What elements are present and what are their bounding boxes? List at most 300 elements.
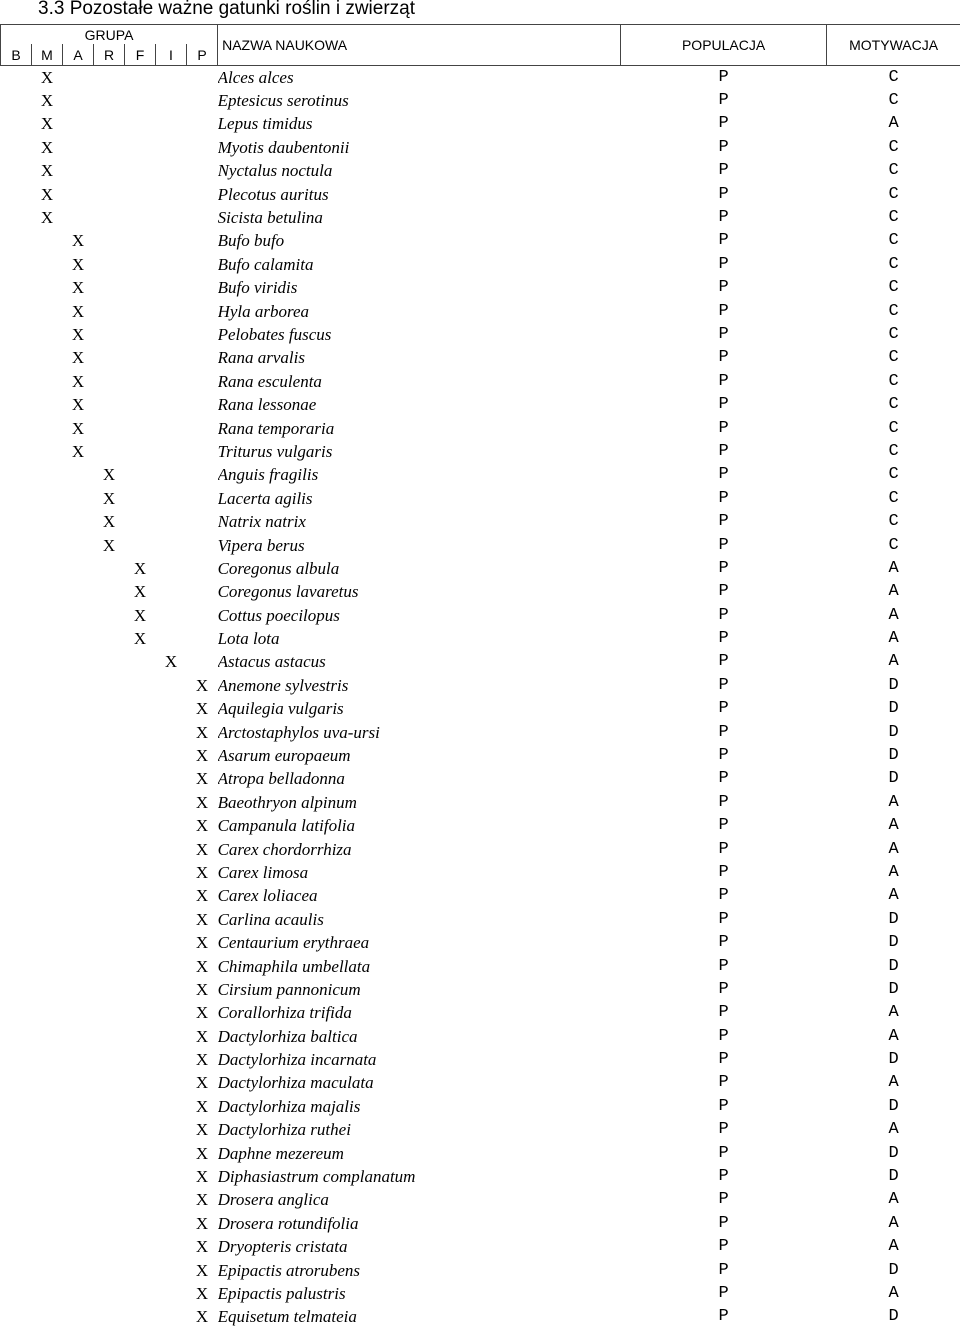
- group-cell: [156, 1236, 187, 1259]
- scientific-name: Rana temporaria: [218, 417, 621, 440]
- group-cell: [1, 183, 32, 206]
- group-cell: [63, 557, 94, 580]
- group-cell: [125, 1212, 156, 1235]
- group-cell: [187, 323, 218, 346]
- population-cell: P: [621, 1119, 827, 1142]
- motivation-cell: C: [827, 206, 960, 229]
- group-cell: [156, 277, 187, 300]
- group-cell: [94, 66, 125, 90]
- group-cell: [1, 861, 32, 884]
- group-cell: [32, 1259, 63, 1282]
- group-cell: [125, 370, 156, 393]
- group-cell: [187, 604, 218, 627]
- motivation-cell: D: [827, 978, 960, 1001]
- group-cell: X: [187, 1165, 218, 1188]
- group-cell: [1, 347, 32, 370]
- group-cell: [156, 978, 187, 1001]
- group-cell: [156, 674, 187, 697]
- group-cell: [1, 1002, 32, 1025]
- group-cell: [1, 370, 32, 393]
- group-cell: [94, 1306, 125, 1329]
- population-cell: P: [621, 534, 827, 557]
- table-row: [1, 1095, 960, 1118]
- group-cell: X: [187, 1189, 218, 1212]
- group-cell: [94, 721, 125, 744]
- group-cell: [187, 487, 218, 510]
- table-row: [1, 627, 960, 650]
- group-cell: [1, 604, 32, 627]
- population-cell: P: [621, 581, 827, 604]
- scientific-name: Hyla arborea: [218, 300, 621, 323]
- group-cell: [125, 1259, 156, 1282]
- group-cell: [125, 464, 156, 487]
- group-cell: [1, 1119, 32, 1142]
- group-cell: [63, 1048, 94, 1071]
- motivation-cell: A: [827, 557, 960, 580]
- group-cell: [94, 791, 125, 814]
- group-cell: [94, 347, 125, 370]
- motivation-cell: A: [827, 651, 960, 674]
- motivation-cell: C: [827, 253, 960, 276]
- group-cell: [187, 393, 218, 416]
- population-cell: P: [621, 674, 827, 697]
- group-cell: [156, 1165, 187, 1188]
- group-cell: [187, 89, 218, 112]
- group-cell: [156, 183, 187, 206]
- group-cell: [32, 230, 63, 253]
- group-cell: [94, 1282, 125, 1305]
- group-cell: [32, 768, 63, 791]
- group-cell: [63, 627, 94, 650]
- group-cell: X: [187, 721, 218, 744]
- group-cell: X: [63, 347, 94, 370]
- table-row: [1, 791, 960, 814]
- scientific-name: Carex limosa: [218, 861, 621, 884]
- group-cell: [94, 768, 125, 791]
- scientific-name: Campanula latifolia: [218, 815, 621, 838]
- population-cell: P: [621, 440, 827, 463]
- group-cell: [125, 908, 156, 931]
- table-row: [1, 534, 960, 557]
- group-cell: [125, 1119, 156, 1142]
- population-cell: P: [621, 1095, 827, 1118]
- group-cell: [63, 838, 94, 861]
- motivation-cell: A: [827, 838, 960, 861]
- species-rows: [1, 66, 960, 1329]
- motivation-cell: C: [827, 370, 960, 393]
- header-group-r: R: [94, 44, 125, 66]
- group-cell: [1, 908, 32, 931]
- group-cell: X: [94, 487, 125, 510]
- group-cell: [32, 1306, 63, 1329]
- group-cell: [32, 1236, 63, 1259]
- group-cell: [94, 581, 125, 604]
- group-cell: [94, 698, 125, 721]
- header-grupa: GRUPA: [1, 25, 218, 45]
- section-title: 3.3 Pozostałe ważne gatunki roślin i zwierząt: [38, 0, 415, 20]
- motivation-cell: D: [827, 931, 960, 954]
- motivation-cell: C: [827, 230, 960, 253]
- scientific-name: Equisetum telmateia: [218, 1306, 621, 1329]
- group-cell: [156, 89, 187, 112]
- table-row: [1, 417, 960, 440]
- table-row: [1, 1259, 960, 1282]
- group-cell: [1, 323, 32, 346]
- group-cell: [125, 417, 156, 440]
- population-cell: P: [621, 908, 827, 931]
- group-cell: [125, 1025, 156, 1048]
- group-cell: X: [187, 1119, 218, 1142]
- group-cell: [156, 370, 187, 393]
- table-row: [1, 183, 960, 206]
- group-cell: [156, 1048, 187, 1071]
- group-cell: [1, 136, 32, 159]
- group-cell: [32, 464, 63, 487]
- group-cell: [1, 534, 32, 557]
- group-cell: [1, 627, 32, 650]
- scientific-name: Dactylorhiza majalis: [218, 1095, 621, 1118]
- group-cell: [1, 253, 32, 276]
- header-group-a: A: [63, 44, 94, 66]
- group-cell: [125, 230, 156, 253]
- scientific-name: Bufo calamita: [218, 253, 621, 276]
- group-cell: [63, 113, 94, 136]
- group-cell: [187, 160, 218, 183]
- scientific-name: Lacerta agilis: [218, 487, 621, 510]
- group-cell: [125, 160, 156, 183]
- table-row: [1, 323, 960, 346]
- group-cell: X: [187, 744, 218, 767]
- scientific-name: Vipera berus: [218, 534, 621, 557]
- group-cell: [1, 440, 32, 463]
- scientific-name: Anemone sylvestris: [218, 674, 621, 697]
- group-cell: [187, 651, 218, 674]
- group-cell: [63, 931, 94, 954]
- group-cell: [1, 838, 32, 861]
- scientific-name: Daphne mezereum: [218, 1142, 621, 1165]
- group-cell: [125, 1236, 156, 1259]
- group-cell: [125, 487, 156, 510]
- group-cell: [156, 604, 187, 627]
- group-cell: [125, 1306, 156, 1329]
- group-cell: [125, 721, 156, 744]
- group-cell: X: [63, 323, 94, 346]
- group-cell: [63, 1095, 94, 1118]
- group-cell: X: [187, 1259, 218, 1282]
- group-cell: [187, 534, 218, 557]
- table-row: [1, 861, 960, 884]
- motivation-cell: C: [827, 89, 960, 112]
- group-cell: X: [187, 698, 218, 721]
- group-cell: [63, 768, 94, 791]
- table-row: [1, 908, 960, 931]
- group-cell: [125, 113, 156, 136]
- group-cell: [32, 908, 63, 931]
- scientific-name: Centaurium erythraea: [218, 931, 621, 954]
- motivation-cell: A: [827, 815, 960, 838]
- group-cell: [187, 510, 218, 533]
- scientific-name: Rana arvalis: [218, 347, 621, 370]
- group-cell: [94, 744, 125, 767]
- group-cell: [156, 1142, 187, 1165]
- group-cell: [125, 838, 156, 861]
- group-cell: [63, 721, 94, 744]
- group-cell: [63, 978, 94, 1001]
- table-row: [1, 1165, 960, 1188]
- group-cell: [125, 323, 156, 346]
- motivation-cell: D: [827, 698, 960, 721]
- motivation-cell: C: [827, 487, 960, 510]
- group-cell: [1, 1212, 32, 1235]
- group-cell: [63, 1165, 94, 1188]
- population-cell: P: [621, 1048, 827, 1071]
- group-cell: X: [187, 1142, 218, 1165]
- motivation-cell: C: [827, 277, 960, 300]
- group-cell: [63, 908, 94, 931]
- motivation-cell: D: [827, 1048, 960, 1071]
- scientific-name: Cirsium pannonicum: [218, 978, 621, 1001]
- group-cell: [63, 1189, 94, 1212]
- group-cell: [125, 744, 156, 767]
- group-cell: [63, 581, 94, 604]
- group-cell: X: [187, 978, 218, 1001]
- group-cell: X: [63, 440, 94, 463]
- group-cell: [63, 1282, 94, 1305]
- group-cell: [32, 277, 63, 300]
- group-cell: [1, 464, 32, 487]
- table-row: [1, 651, 960, 674]
- header-motywacja: MOTYWACJA: [827, 25, 960, 66]
- group-cell: [32, 721, 63, 744]
- group-cell: [125, 1165, 156, 1188]
- table-row: [1, 253, 960, 276]
- group-cell: X: [156, 651, 187, 674]
- motivation-cell: A: [827, 604, 960, 627]
- group-cell: X: [187, 674, 218, 697]
- group-cell: [1, 1095, 32, 1118]
- header-group-i: I: [156, 44, 187, 66]
- scientific-name: Aquilegia vulgaris: [218, 698, 621, 721]
- group-cell: X: [187, 1236, 218, 1259]
- population-cell: P: [621, 1072, 827, 1095]
- population-cell: P: [621, 253, 827, 276]
- table-row: [1, 66, 960, 90]
- group-cell: [156, 721, 187, 744]
- scientific-name: Chimaphila umbellata: [218, 955, 621, 978]
- group-cell: [94, 183, 125, 206]
- population-cell: P: [621, 487, 827, 510]
- group-cell: [94, 300, 125, 323]
- motivation-cell: D: [827, 1259, 960, 1282]
- motivation-cell: C: [827, 160, 960, 183]
- group-cell: [156, 66, 187, 90]
- table-row: [1, 300, 960, 323]
- group-cell: [94, 604, 125, 627]
- scientific-name: Drosera rotundifolia: [218, 1212, 621, 1235]
- group-cell: [94, 253, 125, 276]
- scientific-name: Rana esculenta: [218, 370, 621, 393]
- group-cell: [125, 1282, 156, 1305]
- group-cell: [156, 931, 187, 954]
- group-cell: X: [94, 534, 125, 557]
- scientific-name: Asarum europaeum: [218, 744, 621, 767]
- group-cell: [156, 908, 187, 931]
- scientific-name: Eptesicus serotinus: [218, 89, 621, 112]
- group-cell: X: [125, 604, 156, 627]
- group-cell: [94, 651, 125, 674]
- group-cell: [1, 66, 32, 90]
- group-cell: [63, 815, 94, 838]
- group-cell: X: [63, 230, 94, 253]
- group-cell: [125, 978, 156, 1001]
- motivation-cell: C: [827, 510, 960, 533]
- group-cell: [94, 417, 125, 440]
- group-cell: [125, 534, 156, 557]
- population-cell: P: [621, 1002, 827, 1025]
- group-cell: [156, 557, 187, 580]
- group-cell: [94, 89, 125, 112]
- population-cell: P: [621, 744, 827, 767]
- group-cell: [125, 885, 156, 908]
- population-cell: P: [621, 393, 827, 416]
- header-group-b: B: [1, 44, 32, 66]
- table-row: [1, 113, 960, 136]
- group-cell: X: [125, 627, 156, 650]
- group-cell: [32, 791, 63, 814]
- group-cell: [32, 417, 63, 440]
- scientific-name: Astacus astacus: [218, 651, 621, 674]
- group-cell: X: [187, 908, 218, 931]
- motivation-cell: C: [827, 183, 960, 206]
- group-cell: [1, 510, 32, 533]
- group-cell: X: [187, 1025, 218, 1048]
- scientific-name: Epipactis atrorubens: [218, 1259, 621, 1282]
- population-cell: P: [621, 604, 827, 627]
- population-cell: P: [621, 815, 827, 838]
- motivation-cell: D: [827, 908, 960, 931]
- header-group-m: M: [32, 44, 63, 66]
- table-row: [1, 721, 960, 744]
- table-row: [1, 1119, 960, 1142]
- group-cell: [1, 1189, 32, 1212]
- group-cell: [187, 370, 218, 393]
- group-cell: [63, 651, 94, 674]
- group-cell: [63, 1259, 94, 1282]
- population-cell: P: [621, 113, 827, 136]
- group-cell: [63, 487, 94, 510]
- table-row: [1, 885, 960, 908]
- motivation-cell: A: [827, 1119, 960, 1142]
- motivation-cell: C: [827, 440, 960, 463]
- group-cell: [125, 66, 156, 90]
- group-cell: [1, 651, 32, 674]
- scientific-name: Carex chordorrhiza: [218, 838, 621, 861]
- group-cell: [32, 487, 63, 510]
- group-cell: X: [63, 300, 94, 323]
- scientific-name: Epipactis palustris: [218, 1282, 621, 1305]
- scientific-name: Bufo bufo: [218, 230, 621, 253]
- scientific-name: Triturus vulgaris: [218, 440, 621, 463]
- group-cell: [156, 885, 187, 908]
- table-row: [1, 1282, 960, 1305]
- group-cell: [1, 1048, 32, 1071]
- group-cell: [156, 1306, 187, 1329]
- group-cell: [32, 698, 63, 721]
- group-cell: X: [125, 557, 156, 580]
- group-cell: [1, 931, 32, 954]
- group-cell: [1, 698, 32, 721]
- scientific-name: Sicista betulina: [218, 206, 621, 229]
- group-cell: [156, 1025, 187, 1048]
- motivation-cell: A: [827, 885, 960, 908]
- group-cell: X: [32, 160, 63, 183]
- group-cell: X: [187, 1048, 218, 1071]
- group-cell: X: [187, 1306, 218, 1329]
- group-cell: [94, 1142, 125, 1165]
- population-cell: P: [621, 838, 827, 861]
- group-cell: [125, 1002, 156, 1025]
- group-cell: [63, 136, 94, 159]
- group-cell: [94, 1236, 125, 1259]
- group-cell: [63, 698, 94, 721]
- group-cell: [156, 838, 187, 861]
- scientific-name: Carlina acaulis: [218, 908, 621, 931]
- group-cell: X: [94, 510, 125, 533]
- table-row: [1, 440, 960, 463]
- motivation-cell: C: [827, 347, 960, 370]
- scientific-name: Coregonus lavaretus: [218, 581, 621, 604]
- table-row: [1, 1212, 960, 1235]
- group-cell: X: [63, 417, 94, 440]
- group-cell: [1, 674, 32, 697]
- group-cell: [1, 1142, 32, 1165]
- group-cell: [32, 253, 63, 276]
- group-cell: [125, 393, 156, 416]
- group-cell: [156, 417, 187, 440]
- group-cell: [94, 393, 125, 416]
- table-row: [1, 931, 960, 954]
- group-cell: [125, 510, 156, 533]
- motivation-cell: A: [827, 1236, 960, 1259]
- table-row: [1, 1002, 960, 1025]
- group-cell: [125, 253, 156, 276]
- group-cell: [63, 955, 94, 978]
- motivation-cell: D: [827, 674, 960, 697]
- population-cell: P: [621, 417, 827, 440]
- group-cell: [1, 277, 32, 300]
- group-cell: [63, 206, 94, 229]
- table-row: [1, 206, 960, 229]
- group-cell: [32, 627, 63, 650]
- population-cell: P: [621, 931, 827, 954]
- group-cell: [156, 861, 187, 884]
- group-cell: [187, 464, 218, 487]
- group-cell: [63, 1142, 94, 1165]
- population-cell: P: [621, 885, 827, 908]
- group-cell: [1, 1236, 32, 1259]
- population-cell: P: [621, 651, 827, 674]
- group-cell: [63, 66, 94, 90]
- motivation-cell: D: [827, 768, 960, 791]
- group-cell: [32, 1119, 63, 1142]
- scientific-name: Diphasiastrum complanatum: [218, 1165, 621, 1188]
- group-cell: [32, 1189, 63, 1212]
- table-row: [1, 464, 960, 487]
- population-cell: P: [621, 370, 827, 393]
- group-cell: [1, 89, 32, 112]
- population-cell: P: [621, 89, 827, 112]
- motivation-cell: C: [827, 464, 960, 487]
